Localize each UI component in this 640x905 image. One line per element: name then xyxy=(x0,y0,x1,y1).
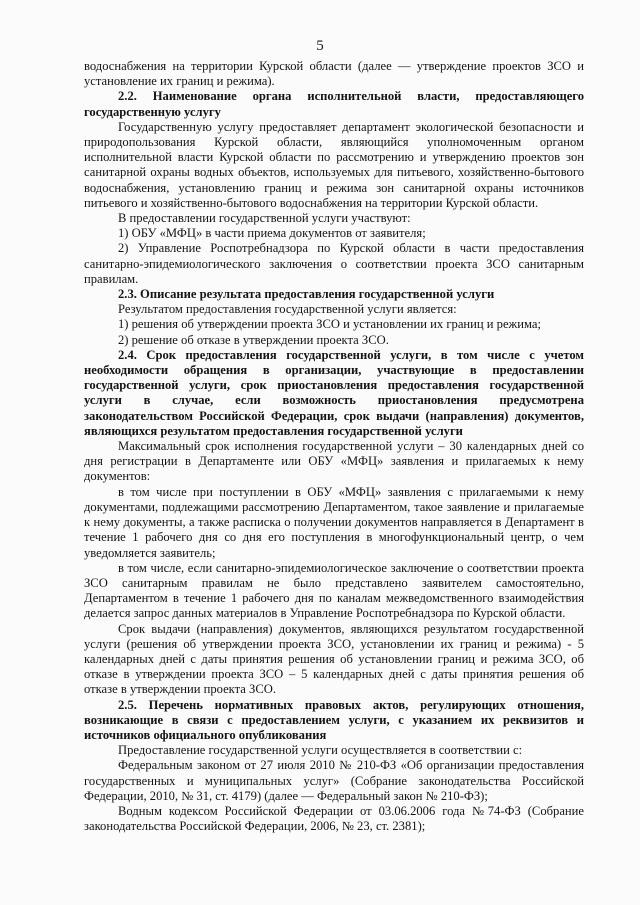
paragraph-continuation: водоснабжения на территории Курской области (далее — утверждение проектов ЗСО и установление их границ и режима). xyxy=(84,59,584,89)
paragraph: Водным кодексом Российской Федерации от 03.06.2006 года №74-ФЗ (Собрание законодательства Российской Федерации, 2006, № 23, ст. 2381); xyxy=(84,803,584,834)
paragraph: Максимальный срок исполнения государственной услуги – 30 календарных дней со дня регистрации в Департаменте или ОБУ «МФЦ» заявления и прилагаемых к нему документов: xyxy=(84,439,584,484)
list-item: 2) решение об отказе в утверждении проекта ЗСО. xyxy=(118,332,389,347)
list-item: 2) Управление Роспотребнадзора по Курской области в части предоставления санитарно-эпидемиологического заключения о соответствии проекта ЗСО санитарным правилам. xyxy=(84,241,584,286)
paragraph: В предоставлении государственной услуги участвуют: xyxy=(118,211,411,226)
paragraph: Предоставление государственной услуги осуществляется в соответствии с: xyxy=(118,743,523,758)
document-body xyxy=(84,59,584,834)
page-number: 5 xyxy=(316,38,324,54)
section-heading-2-3: 2.3. Описание результата предоставления государственной услуги xyxy=(118,287,495,302)
section-heading-2-2: 2.2. Наименование органа исполнительной власти, предоставляющего государственную услугу xyxy=(84,89,584,119)
paragraph: Федеральным законом от 27 июля 2010 № 210-ФЗ «Об организации предоставления государственных и муниципальных услуг» (Собрание законодательства Российской Федерации, 2010, № 31, ст. 4179) (далее — Федеральный закон № 210-ФЗ); xyxy=(84,758,584,803)
list-item: 1) ОБУ «МФЦ» в части приема документов от заявителя; xyxy=(118,226,426,241)
paragraph: Результатом предоставления государственной услуги является: xyxy=(118,302,457,317)
section-heading-2-5: 2.5. Перечень нормативных правовых актов, регулирующих отношения, возникающие в связи с предоставлением услуги, с указанием их реквизитов и источников официального опубликования xyxy=(84,697,584,742)
paragraph: в том числе при поступлении в ОБУ «МФЦ» заявления с прилагаемыми к нему документами, подлежащими рассмотрению Департаментом, такое заявление и прилагаемые к нему документы, а также расписка о получении документов направляется в Департамент в течение 1 рабочего дня со дня его поступления в многофункциональный центр, о чем уведомляется заявитель; xyxy=(84,484,584,560)
paragraph: Государственную услугу предоставляет департамент экологической безопасности и природопользования Курской области, являющийся уполномоченным органом исполнительной власти Курской области по рассмотрению и утверждению проектов зон санитарной охраны водных объектов, используемых для питьевого, хозяйственно-бытового водоснабжения, установлению границ и режима зон санитарной охраны источников питьевого и хозяйственно-бытового водоснабжения на территории Курской области. xyxy=(84,119,584,210)
list-item: 1) решения об утверждении проекта ЗСО и установлении их границ и режима; xyxy=(118,317,541,332)
paragraph: Срок выдачи (направления) документов, являющихся результатом государственной услуги (решения об утверждении проекта ЗСО, установлении их границ и режима) - 5 календарных дней с даты принятия решения об установлении границ и режима ЗСО, об отказе в утверждении проекта ЗСО – 5 календарных дней с даты принятия решения об отказе в утверждении проекта ЗСО. xyxy=(84,621,584,697)
paragraph: в том числе, если санитарно-эпидемиологическое заключение о соответствии проекта ЗСО санитарным правилам не было представлено заявителем самостоятельно, Департаментом в течение 1 рабочего дня по каналам межведомственного взаимодействия делается запрос данных материалов в Управление Роспотребнадзора по Курской области. xyxy=(84,560,584,621)
section-heading-2-4: 2.4. Срок предоставления государственной услуги, в том числе с учетом необходимости обращения в организации, участвующие в предоставлении государственной услуги, срок приостановления предоставления государственной услуги в случае, если возможность приостановления предусмотрена законодательством Российской Федерации, срок выдачи (направления) документов, являющихся результатом предоставления государственной услуги xyxy=(84,347,584,438)
